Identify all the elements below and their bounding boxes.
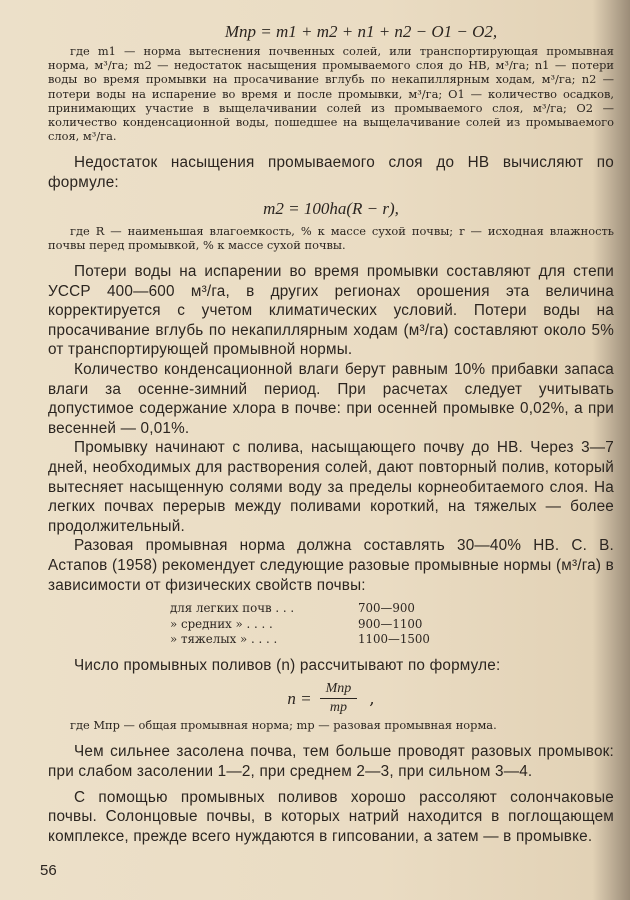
formula-n-numerator: Mпр	[320, 681, 358, 699]
rates-value: 1100—1500	[358, 632, 430, 647]
formula-legend-total: где m1 — норма вытеснения почвенных солей, или транспортирующая промывная норма, м³/га; m2 — недостаток насыщения промываемого слоя до НВ, м³/га; n1 — потери воды во время промывки на просачивание вглубь по некапиллярным ходам, м³/га; n2 — потери воды на испарение во время и после промывки, м³/га; O1 — количество осадков, принимающих участие в выщелачивании солей из промываемого слоя, м³/га; O2 — количество конденсационной воды, пошедшее на выщелачивание солей из промываемого слоя, м³/га.	[48, 44, 614, 144]
rates-label: » средних » . . . .	[170, 616, 273, 631]
formula-n-denominator: mр	[329, 700, 347, 716]
formula-m2: m2 = 100ha(R − r),	[263, 198, 399, 218]
rates-value: 900—1100	[358, 616, 423, 631]
formula-n-fraction	[320, 681, 358, 716]
page-number: 56	[40, 862, 57, 879]
paragraph-single-norm: Разовая промывная норма должна составлять 30—40% НВ. С. В. Астапов (1958) рекомендует следующие разовые промывные нормы (м³/га) в зависимости от физических свойств почвы:	[48, 537, 614, 594]
paragraph-evaporation-losses: Потери воды на испарении во время промывки составляют для степи УССР 400—600 м³/га, в других регионах орошения эта величина корректируется с учетом климатических условий. Потери воды на просачивание вглубь по некапиллярным ходам (м³/га) составляют около 5% от транспортирующей промывной нормы.	[48, 263, 614, 359]
formula-total-norm: Mпр = m1 + m2 + n1 + n2 − O1 − O2,	[224, 22, 498, 41]
paragraph-salinity-count: Чем сильнее засолена почва, тем больше проводят разовых промывок: при слабом засолении 1—2, при среднем 2—3, при сильном 3—4.	[48, 743, 614, 780]
rates-row-medium	[170, 617, 614, 633]
formula-legend-n: где Mпр — общая промывная норма; mр — разовая промывная норма.	[70, 718, 497, 733]
formula-n-lhs: n =	[287, 688, 312, 708]
page-content	[48, 22, 614, 846]
rates-label: для легких почв . . .	[170, 601, 295, 616]
formula-n-trail: ,	[369, 688, 375, 709]
paragraph-leaching-start: Промывку начинают с полива, насыщающего почву до НВ. Через 3—7 дней, необходимых для растворения солей, дают повторный полив, который вытесняет насыщенную солями воду за пределы корнеобитаемого слоя. На легких почвах перерыв между поливами короткий, на тяжелых — более продолжительный.	[48, 439, 614, 535]
paragraph-condensation-water: Количество конденсационной влаги берут равным 10% прибавки запаса влаги за осенне-зимний период. При расчетах следует учитывать допустимое содержание хлора в почве: при осенней промывке 0,02%, а при весенней — 0,01%.	[48, 360, 614, 437]
formula-legend-m2: где R — наименьшая влагоемкость, % к массе сухой почвы; r — исходная влажность почвы перед промывкой, % к массе сухой почвы.	[48, 223, 614, 252]
paragraph-irrigation-count: Число промывных поливов (n) рассчитывают по формуле:	[74, 656, 501, 674]
formula-n	[48, 681, 614, 716]
paragraph-solonetz: С помощью промывных поливов хорошо рассоляют солончаковые почвы. Солонцовые почвы, в которых натрий находится в поглощающем комплексе, прежде всего нуждаются в гипсовании, а затем — в промывке.	[48, 788, 614, 845]
rates-value: 700—900	[358, 601, 415, 616]
paragraph-deficit-intro: Недостаток насыщения промываемого слоя до НВ вычисляют по формуле:	[48, 154, 614, 192]
rates-table	[170, 601, 614, 648]
rates-label: » тяжелых » . . . .	[170, 632, 278, 647]
rates-row-light	[170, 601, 614, 617]
rates-row-heavy	[170, 632, 614, 648]
